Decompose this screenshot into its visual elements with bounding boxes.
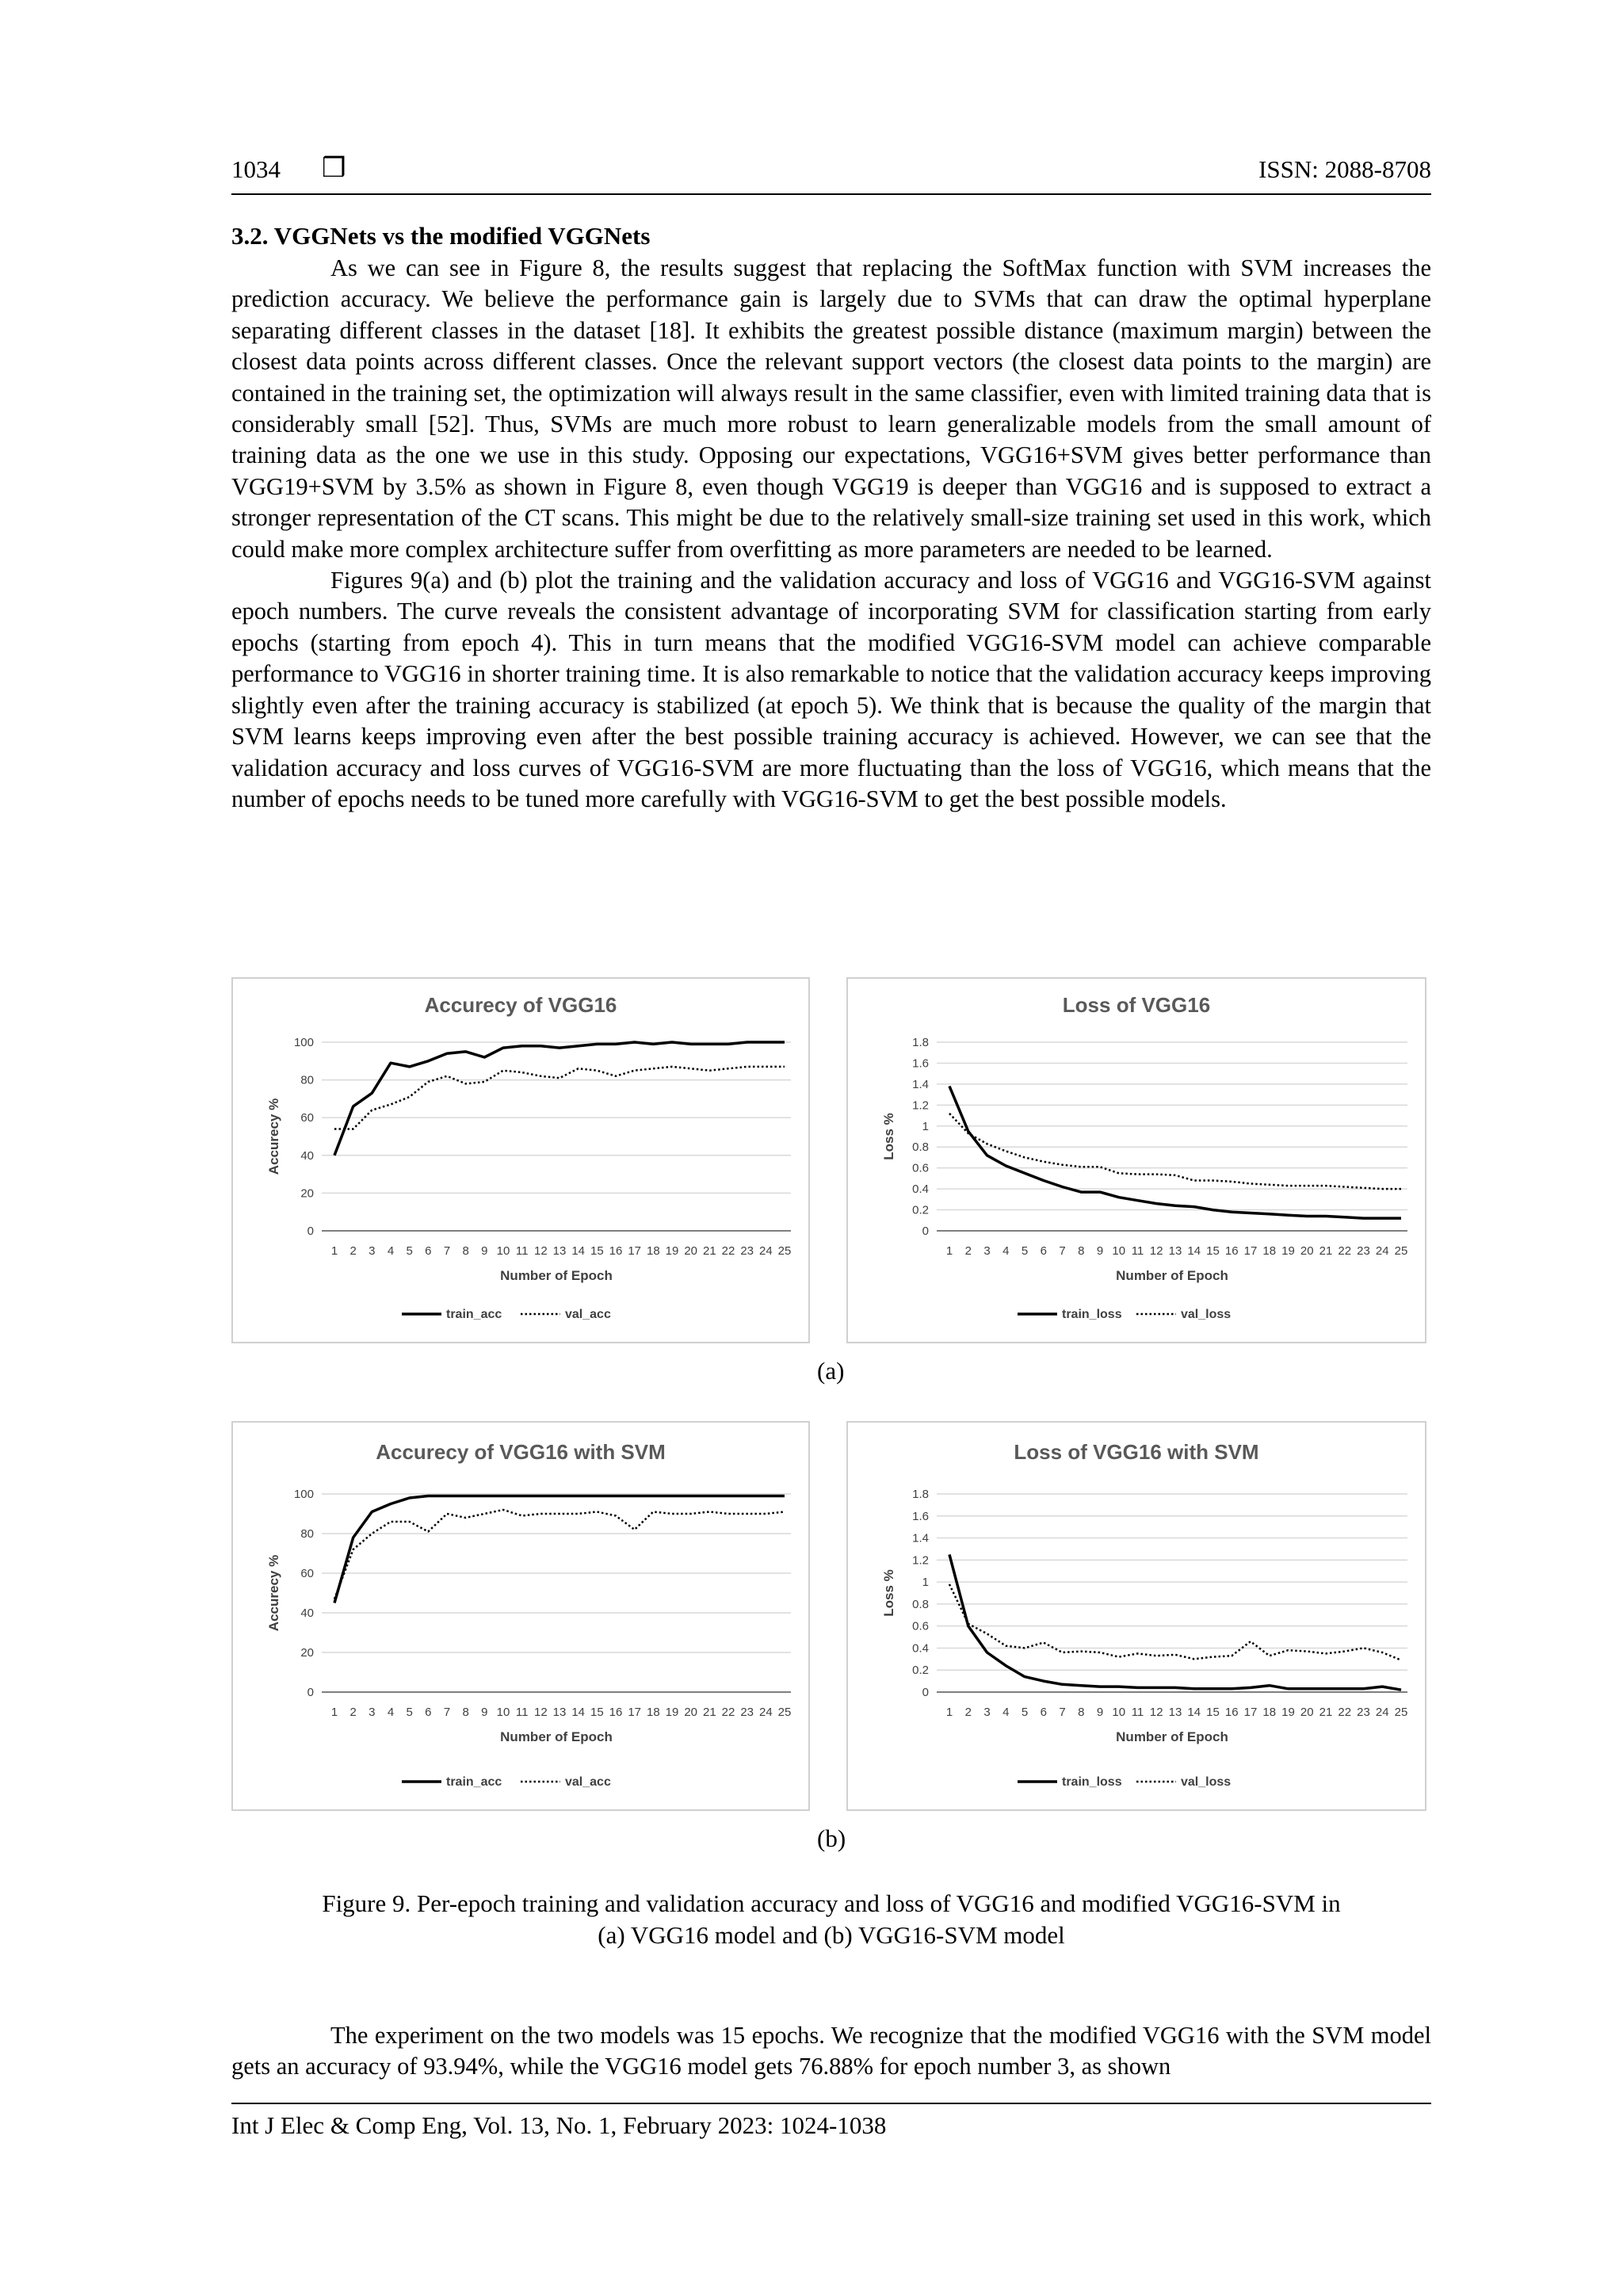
x-tick-label: 13 [1168, 1244, 1182, 1258]
y-tick-label: 60 [300, 1111, 314, 1125]
x-tick-label: 17 [628, 1706, 642, 1719]
legend-label-train_loss: train_loss [1062, 1308, 1122, 1321]
x-tick-label: 4 [387, 1706, 395, 1719]
x-tick-label: 11 [515, 1706, 529, 1719]
x-tick-label: 1 [945, 1244, 953, 1258]
x-tick-label: 4 [1002, 1706, 1010, 1719]
x-tick-label: 11 [1131, 1244, 1144, 1258]
x-axis-label: Number of Epoch [1116, 1729, 1228, 1744]
x-tick-label: 16 [1224, 1706, 1239, 1719]
y-tick-label: 0.6 [912, 1161, 929, 1175]
y-tick-label: 1.2 [912, 1098, 929, 1113]
x-tick-label: 12 [533, 1706, 548, 1719]
paragraph: As we can see in Figure 8, the results suggest that replacing the SoftMax function with SVM increases the prediction accuracy. We believe the performance gain is largely due to SVMs that can draw the optimal hyperplane separating different classes in the dataset [18]. It exhibits the greatest possible distance (maximum margin) between the closest data points across different classes. Once the relevant support vectors (the closest data points to the margin) are contained in the training set, the optimization will always result in the same classifier, even with limited training data that is considerably small [52]. Thus, SVMs are much more robust to learn generalizable models from the small amount of training data as the one we use in this study. Opposing our expectations, VGG16+SVM gives better performance than VGG19+SVM by 3.5% as shown in Figure 8, even though VGG19 is deeper than VGG16 and is supposed to extract a stronger representation of the CT scans. This might be due to the relatively small-size training set used in this work, which could make more complex architecture suffer from overfitting as more parameters are needed to be learned. [231, 254, 1431, 563]
x-tick-label: 6 [1040, 1244, 1047, 1258]
x-tick-label: 7 [1059, 1706, 1066, 1719]
series-line-val_loss [949, 1584, 1401, 1660]
y-axis-label: Accurecy % [266, 1098, 281, 1175]
x-tick-label: 16 [1224, 1244, 1239, 1258]
series-line-val_loss [949, 1114, 1401, 1189]
x-tick-label: 4 [1002, 1244, 1010, 1258]
x-tick-label: 18 [1262, 1706, 1277, 1719]
x-tick-label: 2 [964, 1706, 972, 1719]
x-tick-label: 21 [702, 1706, 716, 1719]
y-tick-label: 1.6 [912, 1056, 929, 1071]
x-tick-label: 11 [1131, 1706, 1144, 1719]
x-tick-label: 7 [443, 1706, 451, 1719]
legend-label-train_acc: train_acc [446, 1775, 502, 1789]
x-tick-label: 21 [1319, 1706, 1333, 1719]
x-tick-label: 3 [369, 1706, 376, 1719]
x-tick-label: 20 [1300, 1706, 1314, 1719]
x-tick-label: 19 [665, 1706, 679, 1719]
series-line-val_acc [334, 1067, 785, 1129]
y-tick-label: 0.6 [912, 1619, 929, 1633]
legend-label-val_loss: val_loss [1181, 1775, 1232, 1789]
x-tick-label: 25 [1394, 1706, 1408, 1719]
x-tick-label: 22 [721, 1706, 735, 1719]
x-tick-label: 19 [665, 1244, 679, 1258]
chart-panel-acc-vgg16-svm [231, 1421, 810, 1811]
y-tick-label: 40 [300, 1148, 314, 1163]
x-axis-label: Number of Epoch [500, 1268, 613, 1283]
x-tick-label: 24 [758, 1706, 773, 1719]
x-tick-label: 2 [349, 1244, 357, 1258]
y-axis-label: Loss % [881, 1569, 896, 1617]
x-tick-label: 11 [515, 1244, 529, 1258]
y-tick-label: 0.8 [912, 1140, 929, 1155]
y-tick-label: 60 [300, 1567, 314, 1580]
x-tick-label: 1 [945, 1706, 953, 1719]
x-tick-label: 15 [1206, 1706, 1220, 1719]
x-tick-label: 14 [1187, 1706, 1201, 1719]
y-tick-label: 0.4 [912, 1182, 929, 1197]
x-tick-label: 8 [1078, 1706, 1085, 1719]
x-axis-label: Number of Epoch [500, 1729, 613, 1744]
x-tick-label: 16 [609, 1244, 623, 1258]
x-tick-label: 24 [758, 1244, 773, 1258]
x-tick-label: 8 [462, 1706, 469, 1719]
y-tick-label: 80 [300, 1527, 314, 1541]
figure-label-b: (b) [817, 1824, 846, 1852]
y-axis-label: Loss % [881, 1113, 896, 1160]
x-tick-label: 14 [571, 1706, 586, 1719]
y-tick-label: 20 [300, 1646, 314, 1660]
x-tick-label: 8 [462, 1244, 469, 1258]
x-tick-label: 25 [777, 1244, 792, 1258]
y-tick-label: 0 [922, 1224, 929, 1238]
x-tick-label: 20 [1300, 1244, 1314, 1258]
x-tick-label: 18 [646, 1244, 660, 1258]
x-tick-label: 21 [702, 1244, 716, 1258]
x-tick-label: 22 [1338, 1244, 1352, 1258]
chart-title: Loss of VGG16 with SVM [1014, 1440, 1259, 1464]
x-tick-label: 5 [406, 1706, 413, 1719]
chart-panel-loss-vgg16 [846, 977, 1426, 1343]
legend-label-val_acc: val_acc [565, 1308, 611, 1321]
x-tick-label: 12 [1149, 1244, 1163, 1258]
series-line-val_acc [334, 1510, 785, 1599]
y-tick-label: 1.8 [912, 1036, 929, 1049]
x-tick-label: 9 [481, 1244, 488, 1258]
y-tick-label: 1.4 [912, 1531, 929, 1545]
x-tick-label: 12 [1149, 1706, 1163, 1719]
x-tick-label: 24 [1375, 1706, 1389, 1719]
x-tick-label: 17 [1243, 1706, 1258, 1719]
y-tick-label: 0.8 [912, 1597, 929, 1611]
x-tick-label: 14 [571, 1244, 586, 1258]
y-tick-label: 0.2 [912, 1664, 929, 1678]
x-tick-label: 20 [684, 1244, 698, 1258]
y-tick-label: 80 [300, 1073, 314, 1087]
x-tick-label: 13 [1168, 1706, 1182, 1719]
paragraph: Figures 9(a) and (b) plot the training and the validation accuracy and loss of VGG16 and VGG16-SVM against epoch numbers. The curve reveals the consistent advantage of incorporating SVM for classification starting from early epochs (starting from epoch 4). This in turn means that the modified VGG16-SVM model can achieve comparable performance to VGG16 in shorter training time. It is also remarkable to notice that the validation accuracy keeps improving slightly even after the training accuracy is stabilized (at epoch 5). We think that is because the quality of the margin that SVM learns keeps improving even after the best possible training accuracy is achieved. However, we can see that the validation accuracy and loss curves of VGG16-SVM are more fluctuating than the loss of VGG16, which means that the number of epochs needs to be tuned more carefully with VGG16-SVM to get the best possible models. [231, 567, 1431, 812]
figure-label-a: (a) [817, 1357, 845, 1385]
x-tick-label: 5 [1021, 1244, 1029, 1258]
x-tick-label: 6 [425, 1244, 432, 1258]
x-tick-label: 15 [590, 1706, 604, 1719]
x-tick-label: 1 [330, 1244, 338, 1258]
x-tick-label: 7 [1059, 1244, 1066, 1258]
y-tick-label: 40 [300, 1606, 314, 1620]
box-icon: ❒ [322, 154, 346, 183]
x-tick-label: 22 [1338, 1706, 1352, 1719]
x-tick-label: 9 [1096, 1244, 1104, 1258]
x-tick-label: 10 [1112, 1244, 1126, 1258]
x-tick-label: 10 [496, 1706, 510, 1719]
x-tick-label: 6 [425, 1706, 432, 1719]
chart-panel-loss-vgg16-svm [846, 1421, 1426, 1811]
x-tick-label: 15 [1206, 1244, 1220, 1258]
section-title: 3.2. VGGNets vs the modified VGGNets [231, 222, 651, 250]
x-tick-label: 23 [1357, 1706, 1370, 1719]
x-tick-label: 15 [590, 1244, 604, 1258]
figure-caption-line1: Figure 9. Per-epoch training and validation accuracy and loss of VGG16 and modified VGG16-SVM in [322, 1889, 1341, 1917]
x-tick-label: 23 [1357, 1244, 1370, 1258]
y-tick-label: 1.4 [912, 1077, 929, 1091]
x-tick-label: 5 [1021, 1706, 1029, 1719]
figure-caption [231, 1888, 1431, 1951]
x-tick-label: 9 [1096, 1706, 1104, 1719]
x-tick-label: 2 [964, 1244, 972, 1258]
x-tick-label: 4 [387, 1244, 395, 1258]
y-tick-label: 0.4 [912, 1641, 929, 1656]
x-axis-label: Number of Epoch [1116, 1268, 1228, 1283]
issn: ISSN: 2088-8708 [1258, 155, 1431, 183]
page-number: 1034 [231, 155, 281, 183]
y-tick-label: 1.2 [912, 1553, 929, 1568]
y-tick-label: 20 [300, 1186, 314, 1201]
x-tick-label: 13 [552, 1706, 567, 1719]
x-tick-label: 24 [1375, 1244, 1389, 1258]
chart-acc-vgg16-svm [233, 1423, 808, 1809]
series-line-train_acc [334, 1042, 785, 1156]
x-tick-label: 7 [443, 1244, 451, 1258]
section-body-continued [231, 2020, 1431, 2083]
y-tick-label: 0 [307, 1224, 314, 1238]
paragraph: The experiment on the two models was 15 epochs. We recognize that the modified VGG16 with the SVM model gets an accuracy of 93.94%, while the VGG16 model gets 76.88% for epoch number 3, as shown [231, 2022, 1431, 2080]
x-tick-label: 6 [1040, 1706, 1047, 1719]
x-tick-label: 10 [496, 1244, 510, 1258]
x-tick-label: 16 [609, 1706, 623, 1719]
y-tick-label: 100 [293, 1488, 314, 1501]
chart-panel-acc-vgg16 [231, 977, 810, 1343]
y-tick-label: 1.8 [912, 1488, 929, 1501]
section-body [231, 253, 1431, 815]
chart-title: Accurecy of VGG16 [424, 993, 617, 1017]
chart-loss-vgg16-svm [848, 1423, 1425, 1809]
x-tick-label: 17 [1243, 1244, 1258, 1258]
y-tick-label: 0 [922, 1686, 929, 1699]
x-tick-label: 14 [1187, 1244, 1201, 1258]
x-tick-label: 9 [481, 1706, 488, 1719]
y-axis-label: Accurecy % [266, 1554, 281, 1632]
x-tick-label: 17 [628, 1244, 642, 1258]
legend-label-val_acc: val_acc [565, 1775, 611, 1789]
x-tick-label: 23 [740, 1706, 754, 1719]
y-tick-label: 1.6 [912, 1509, 929, 1523]
header-rule [231, 193, 1431, 195]
x-tick-label: 18 [646, 1706, 660, 1719]
y-tick-label: 1 [922, 1119, 929, 1133]
x-tick-label: 1 [330, 1706, 338, 1719]
x-tick-label: 3 [983, 1244, 991, 1258]
x-tick-label: 10 [1112, 1706, 1126, 1719]
x-tick-label: 19 [1281, 1706, 1295, 1719]
x-tick-label: 19 [1281, 1244, 1295, 1258]
x-tick-label: 2 [349, 1706, 357, 1719]
chart-title: Accurecy of VGG16 with SVM [376, 1440, 666, 1464]
x-tick-label: 8 [1078, 1244, 1085, 1258]
x-tick-label: 25 [1394, 1244, 1408, 1258]
series-line-train_loss [949, 1087, 1401, 1219]
x-tick-label: 23 [740, 1244, 754, 1258]
x-tick-label: 18 [1262, 1244, 1277, 1258]
footer-citation: Int J Elec & Comp Eng, Vol. 13, No. 1, February 2023: 1024-1038 [231, 2111, 887, 2139]
legend-label-val_loss: val_loss [1181, 1308, 1232, 1321]
legend-label-train_acc: train_acc [446, 1308, 502, 1321]
x-tick-label: 20 [684, 1706, 698, 1719]
y-tick-label: 100 [293, 1036, 314, 1049]
y-tick-label: 0 [307, 1686, 314, 1699]
x-tick-label: 25 [777, 1706, 792, 1719]
x-tick-label: 13 [552, 1244, 567, 1258]
x-tick-label: 21 [1319, 1244, 1333, 1258]
figure-caption-line2: (a) VGG16 model and (b) VGG16-SVM model [598, 1921, 1065, 1949]
x-tick-label: 3 [369, 1244, 376, 1258]
y-tick-label: 1 [922, 1576, 929, 1590]
legend-label-train_loss: train_loss [1062, 1775, 1122, 1789]
x-tick-label: 12 [533, 1244, 548, 1258]
chart-loss-vgg16 [848, 979, 1425, 1342]
x-tick-label: 3 [983, 1706, 991, 1719]
chart-acc-vgg16 [233, 979, 808, 1342]
y-tick-label: 0.2 [912, 1203, 929, 1217]
x-tick-label: 22 [721, 1244, 735, 1258]
footer-rule [231, 2103, 1431, 2104]
chart-title: Loss of VGG16 [1062, 993, 1211, 1017]
x-tick-label: 5 [406, 1244, 413, 1258]
